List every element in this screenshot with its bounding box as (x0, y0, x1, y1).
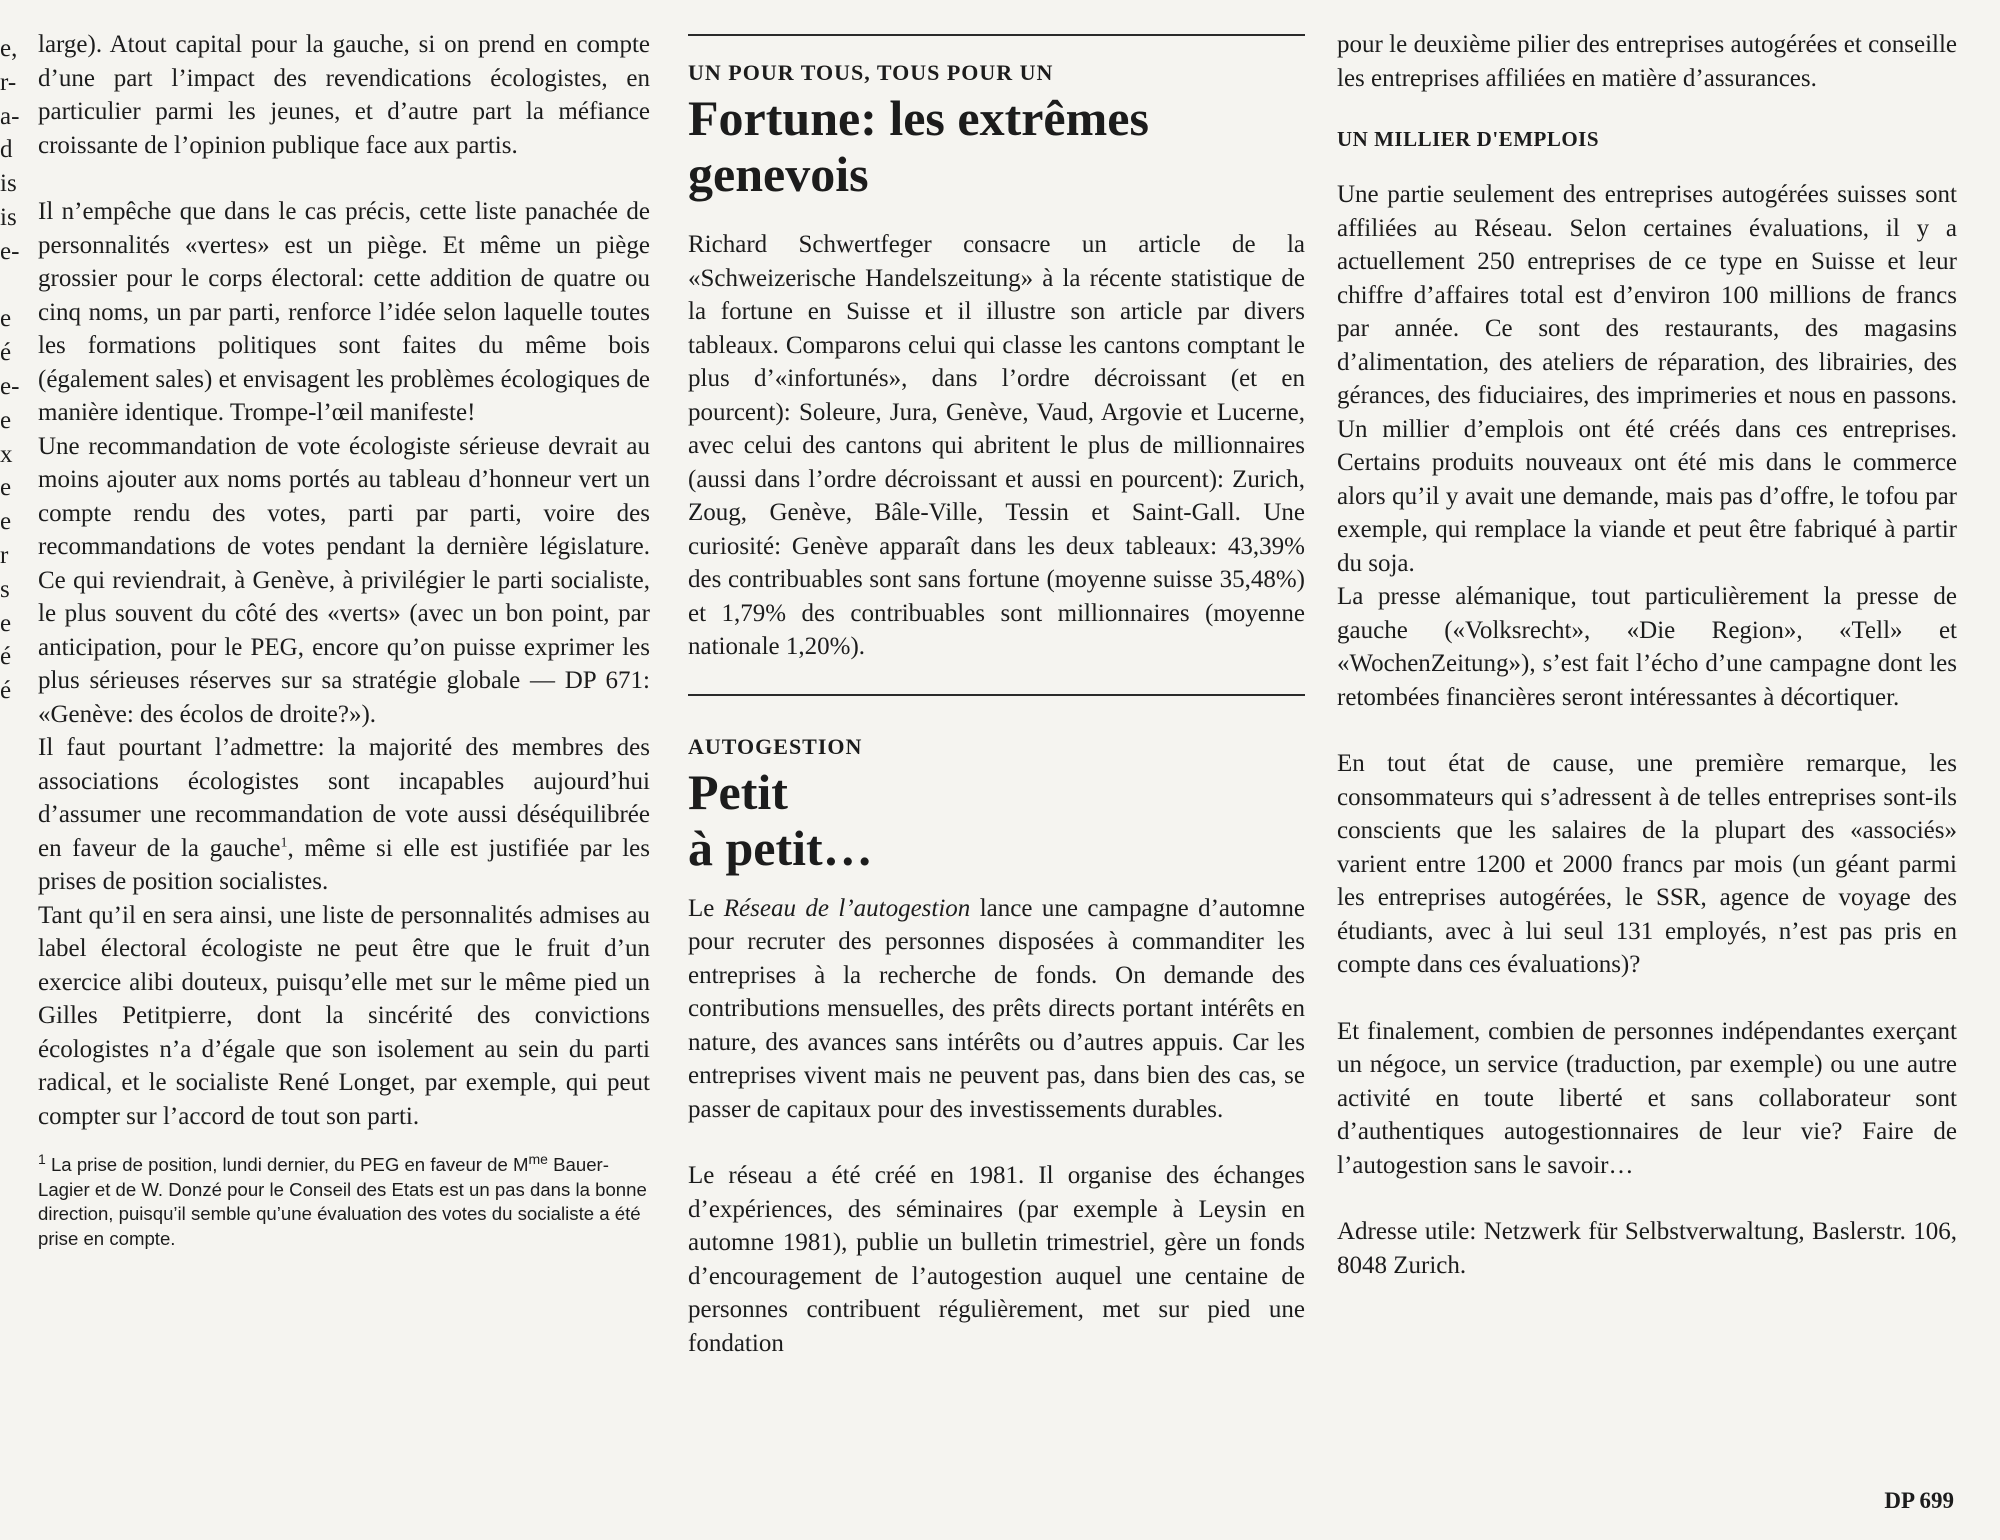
body-paragraph: Et finalement, combien de personnes indépendantes exerçant un négoce, un service (traduction, par exemple) ou une autre activité en toute liberté et sans collaborateur sont d’authentiques autogestionnaires de leur vie? Faire de l’autogestion sans le savoir… (1337, 1017, 1957, 1179)
edge-fragment: e (0, 508, 12, 536)
edge-fragment (0, 1147, 26, 1181)
body-paragraph: large). Atout capital pour la gauche, si on prend en compte d’une part l’impact des revendications écologistes, en particulier parmi les jeunes, et d’autre part la méfiance croissante de l’opinion publique face aux partis. (38, 31, 650, 159)
body-paragraph: Adresse utile: Netzwerk für Selbstverwaltung, Baslerstr. 106, 8048 Zurich. (1337, 1218, 1957, 1279)
body-paragraph: Une recommandation de vote écologiste sérieuse devrait au moins ajouter aux noms portés au tableau d’honneur vert un compte rendu des votes, parti par parti, voire des recommandations de votes pendant la dernière législature. Ce qui reviendrait, à Genève, à privilégier le parti socialiste, le plus souvent du côté des «verts» (avec un bon point, par anticipation, pour le PEG, encore qu’on puisse exprimer les plus sérieuses réserves sur sa stratégie globale — DP 671: «Genève: des écolos de droite?»). (38, 432, 650, 728)
edge-fragment: é (0, 339, 12, 367)
edge-fragment (0, 978, 26, 1012)
edge-fragment: s (0, 575, 10, 603)
edge-fragment (0, 1114, 26, 1148)
section-kicker: UN POUR TOUS, TOUS POUR UN (688, 60, 1054, 85)
edge-fragment: e- (0, 372, 20, 400)
edge-fragment (0, 945, 26, 979)
section-rule (688, 34, 1305, 36)
edge-fragment: é (0, 643, 12, 671)
edge-fragment: é (0, 677, 12, 705)
column-2 (688, 28, 1305, 1360)
edge-fragment (0, 809, 26, 843)
edge-fragment: r (0, 541, 9, 569)
edge-fragment (0, 1012, 26, 1046)
body-paragraph: Richard Schwertfeger consacre un article de la «Schweizerische Handelszeitung» à la récente statistique de la fortune en Suisse et il illustre son article par divers tableaux. Comparons celui qui classe les cantons comptant le plus d’«infortunés», dans l’ordre décroissant (et en pourcent): Soleure, Jura, Genève, Vaud, Argovie et Lucerne, avec celui des cantons qui abritent le plus de millionnaires (aussi dans l’ordre décroissant et aussi en pourcent): Zurich, Zoug, Genève, Bâle-Ville, Tessin et Saint-Gall. Une curiosité: Genève apparaît dans les deux tableaux: 43,39% des contribuables sont sans fortune (moyenne suisse 35,48%) et 1,79% des contribuables sont millionnaires (moyenne nationale 1,20%). (688, 231, 1305, 660)
edge-fragment: e (0, 609, 12, 637)
edge-fragment: e, (0, 35, 18, 62)
edge-fragment: e- (0, 237, 20, 265)
edge-fragment: x (0, 440, 13, 468)
body-paragraph: Une partie seulement des entreprises autogérées suisses sont affiliées au Réseau. Selon certaines évaluations, il y a actuellement 250 entreprises de ce type en Suisse et leur chiffre d’affaires total est d’environ 100 millions de francs par année. Ce sont des restaurants, des magasins d’alimentation, des ateliers de réparation, des librairies, des gérances, des fiduciaires, des imprimeries et nous en passons. Un millier d’emplois ont été créés dans ces entreprises. Certains produits nouveaux ont été mis dans le commerce alors qu’il y avait une demande, mais pas d’offre, le tofou par exemple, qui remplace la viande et peut être fabriqué à partir du soja. (1337, 181, 1957, 577)
edge-fragment: r- (0, 68, 17, 96)
cut-off-left-column (0, 32, 26, 1181)
edge-fragment (0, 776, 26, 810)
footnote-ref: 1 (280, 835, 288, 851)
edge-fragment (0, 269, 26, 303)
body-paragraph: La presse alémanique, tout particulièrement la presse de gauche («Volksrecht», «Die Region», «Tell» et «WochenZeitung»), s’est fait l’écho d’une campagne dont les retombées financières seront intéressantes à décortiquer. (1337, 583, 1957, 711)
edge-fragment: e (0, 305, 12, 333)
article-title: Fortune: les extrêmes genevois (688, 90, 1149, 202)
column-3 (1337, 28, 1957, 1282)
edge-fragment: is (0, 203, 17, 231)
column-1 (38, 28, 650, 1251)
edge-fragment (0, 911, 26, 945)
body-paragraph: Le Réseau de l’autogestion lance une campagne d’automne pour recruter des personnes disposées à commanditer les entreprises à la recherche de fonds. On demande des contributions mensuelles, des prêts directs portant intérêts en nature, des avances sans intérêts ou d’autres appuis. Car les entreprises vivent mais ne peuvent pas, dans bien des cas, se passer de capitaux pour des investissements durables. (688, 894, 1305, 1123)
body-paragraph: Tant qu’il en sera ainsi, une liste de personnalités admises au label électoral écologiste ne peut être que le fruit d’un exercice alibi douteux, puisqu’elle met sur le même pied un Gilles Petitpierre, dont la sincérité des convictions écologistes n’a d’égale que son isolement au sein du parti radical, et le socialiste René Longet, par exemple, qui peut compter sur l’accord de tout son parti. (38, 901, 650, 1130)
body-paragraph: En tout état de cause, une première remarque, les consommateurs qui s’adressent à de telles entreprises sont-ils conscients que les salaires de la plupart des «associés» varient entre 1200 et 2000 francs par mois (un géant parmi les entreprises autogérées, le SSR, agence de voyage des étudiants, avec à lui seul 131 employés, n’est pas pris en compte dans ces évaluations)? (1337, 750, 1957, 978)
body-paragraph: Il n’empêche que dans le cas précis, cette liste panachée de personnalités «vertes» est un piège. Et même un piège grossier pour le corps électoral: cette addition de quatre ou cinq noms, un par parti, renforce l’idée selon laquelle toutes les formations politiques sont faites du même bois (également sales) et envisagent les problèmes écologiques de manière identique. Trompe-l’œil manifeste! (38, 198, 650, 426)
edge-fragment (0, 708, 26, 742)
section-rule (688, 694, 1305, 696)
edge-fragment (0, 843, 26, 877)
edge-fragment: is (0, 170, 17, 198)
section-kicker: AUTOGESTION (688, 733, 863, 759)
edge-fragment (0, 742, 26, 776)
edge-fragment: a- (0, 102, 20, 130)
section-kicker: UN MILLIER D'EMPLOIS (1337, 127, 1600, 151)
edge-fragment: e (0, 474, 12, 502)
edge-fragment (0, 877, 26, 911)
edge-fragment: d (0, 136, 13, 164)
body-paragraph: Il faut pourtant l’admettre: la majorité des membres des associations écologistes sont incapables aujourd’hui d’assumer une recommandation de vote aussi déséquilibrée en faveur de la gauche$^1$, même si elle est justifiée par les prises de position socialistes. (38, 734, 650, 895)
page-number: DP 699 (1884, 1488, 1954, 1513)
body-paragraph: Le réseau a été créé en 1981. Il organise des échanges d’expériences, des séminaires (par exemple à Leysin en automne 1981), publie un bulletin trimestriel, gère un fonds d’encouragement de l’autogestion auquel une centaine de personnes contribuent régulièrement, met sur pied une fondation (688, 1162, 1305, 1357)
article-title: Petit à petit… (688, 763, 873, 876)
edge-fragment: e (0, 406, 12, 434)
body-paragraph: pour le deuxième pilier des entreprises autogérées et conseille les entreprises affiliées en matière d’assurances. (1337, 31, 1957, 92)
edge-fragment (0, 1046, 26, 1080)
edge-fragment (0, 1080, 26, 1114)
footnote: $^1$ La prise de position, lundi dernier, du PEG en faveur de $M^{me}$ Bauer-Lagier et de W. Donzé pour le Conseil des Etats est un pas dans la bonne direction, puisqu’il semble qu’une évaluation des votes du socialiste a été prise en compte. (38, 1150, 647, 1249)
